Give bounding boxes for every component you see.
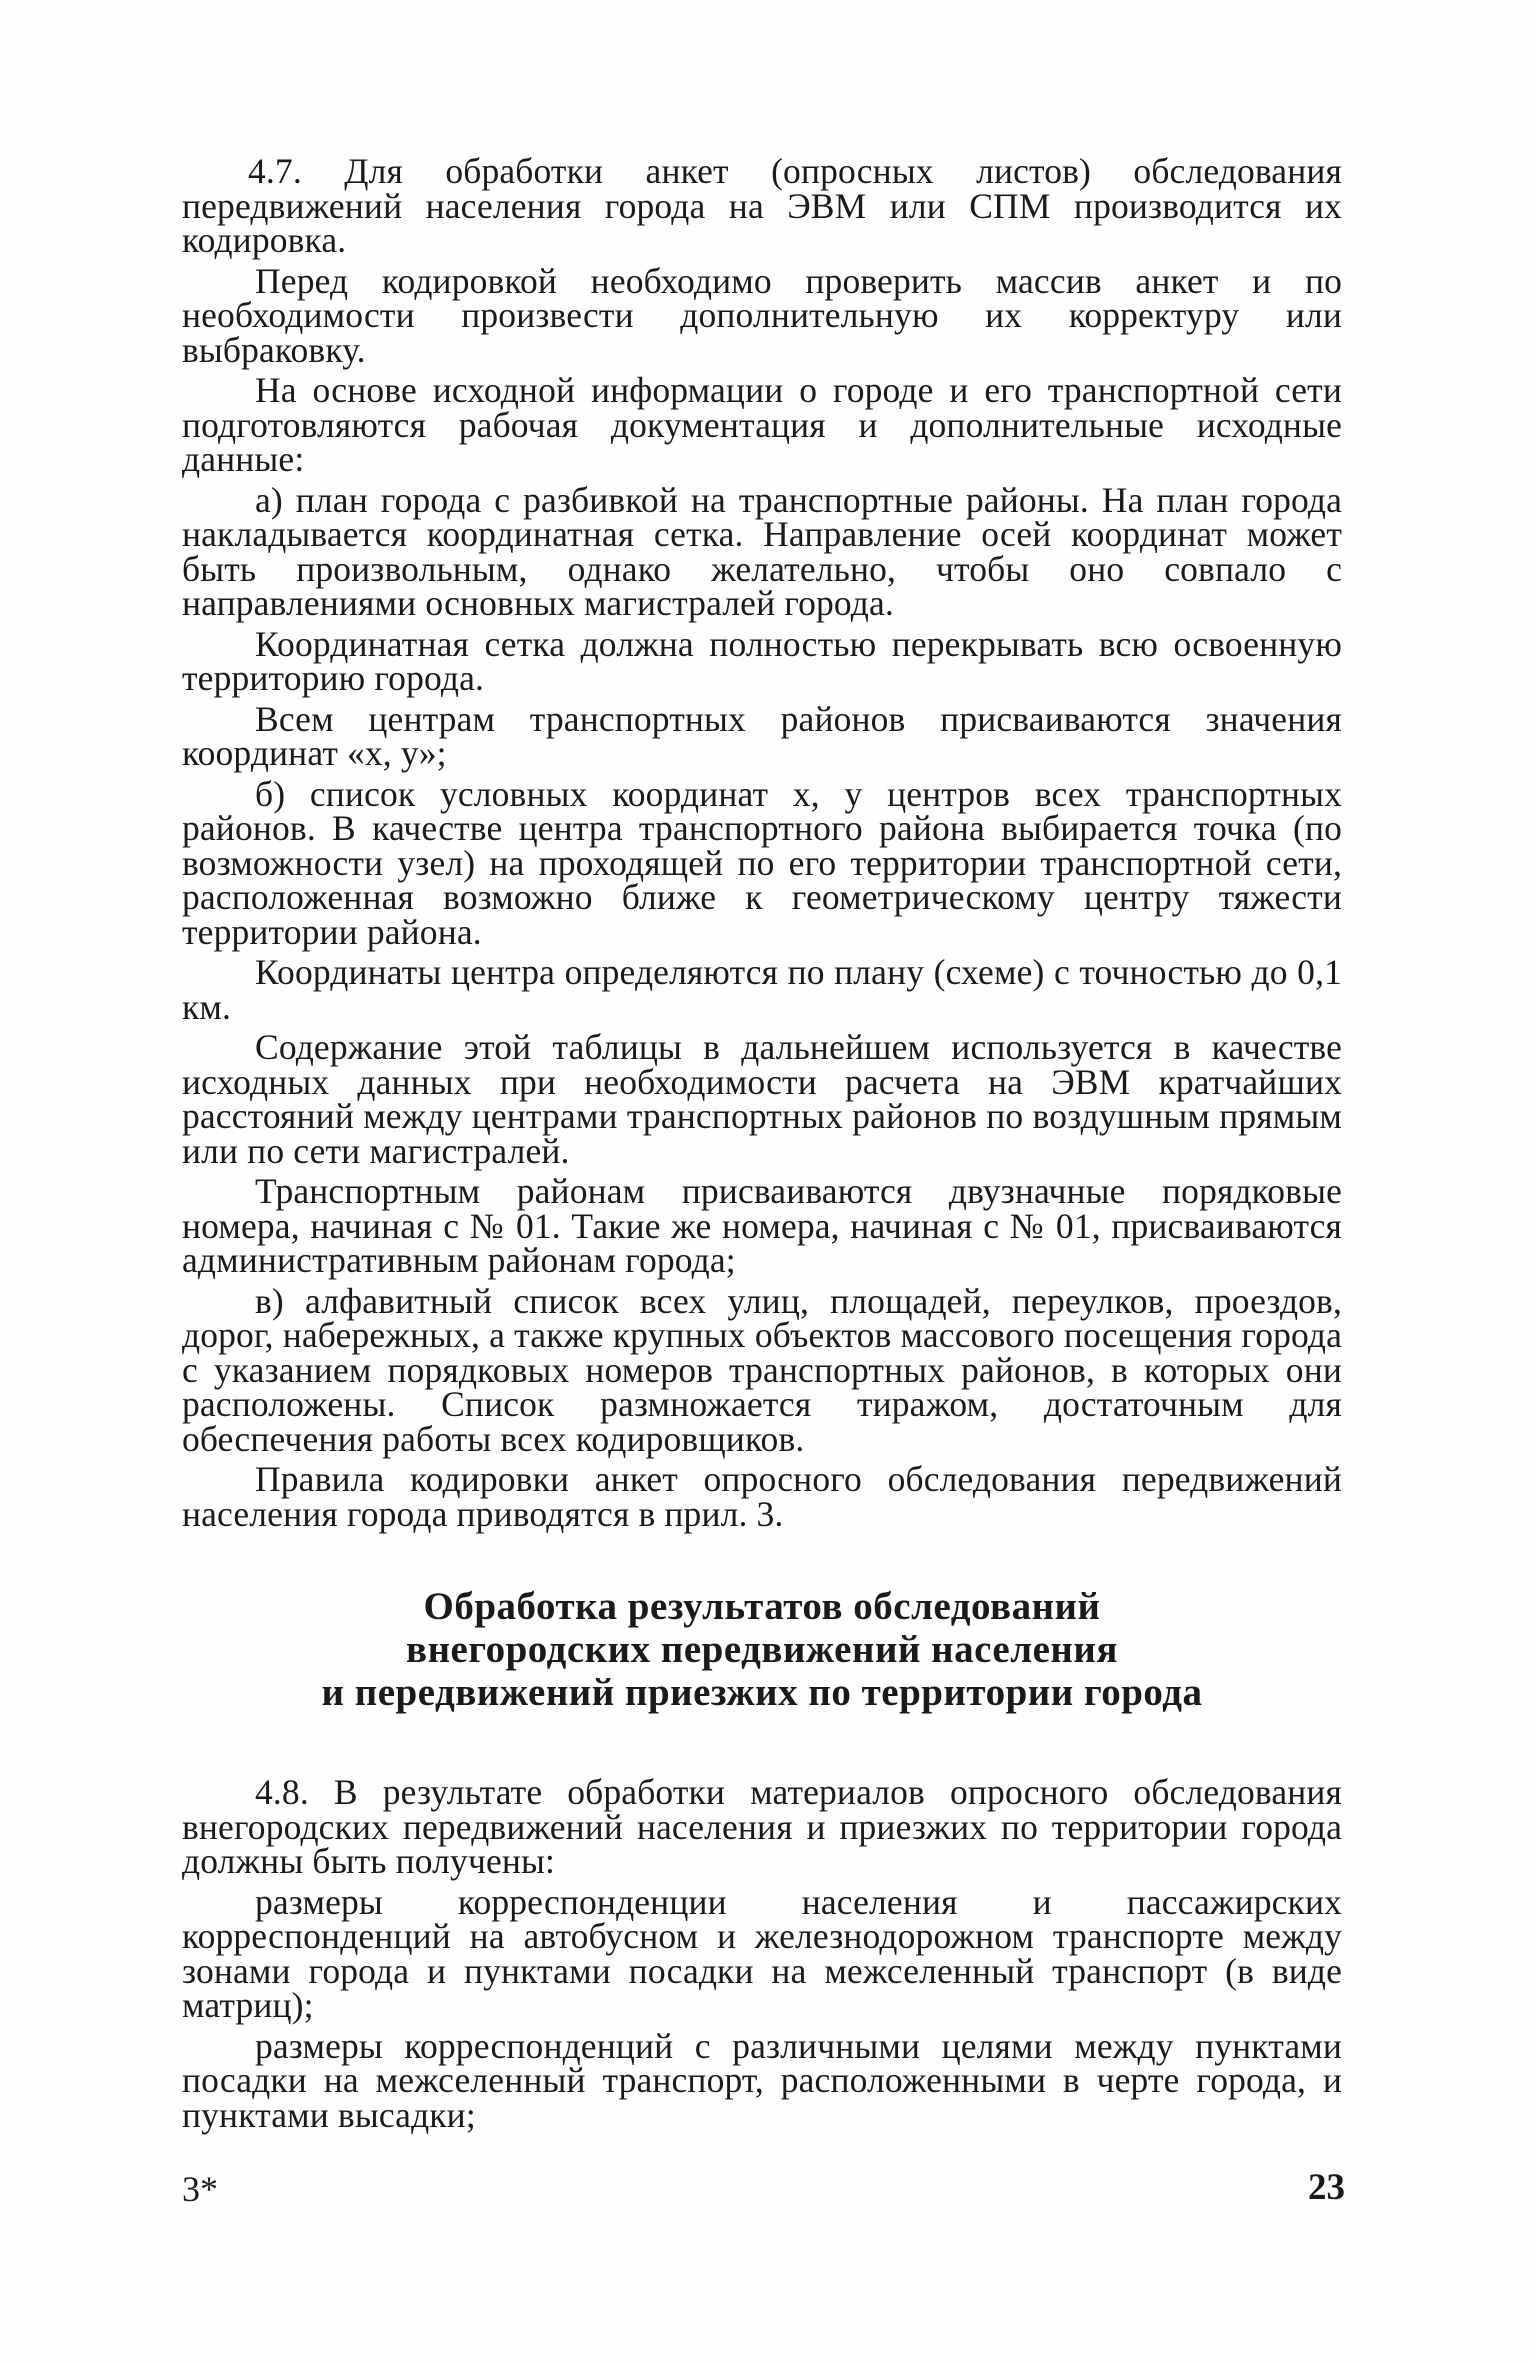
paragraph-4-7-intro: 4.7. Для обработки анкет (опросных листов) обследования передвижений населения города на ЭВМ или СПМ производится их кодировка. bbox=[182, 151, 1342, 260]
paragraph-coordinate-grid: Координатная сетка должна полностью перекрывать всю освоенную территорию города. bbox=[182, 623, 1342, 698]
section-4-7 bbox=[182, 151, 1342, 1534]
paragraph-correspondence-purposes: размеры корреспонденций с различными целями между пунктами посадки на межселенный транспорт, расположенными в черте города, и пунктами высадки; bbox=[182, 2025, 1342, 2135]
paragraph-item-a-city-plan: а) план города с разбивкой на транспортные районы. На план города накладывается координатная сетка. Направление осей координат может быть произвольным, однако желательно, чтобы оно совпало с направлениями основных магистралей города. bbox=[182, 479, 1342, 623]
paragraph-item-c-street-list: в) алфавитный список всех улиц, площадей, переулков, проездов, дорог, набережных, а также крупных объектов массового посещения города с указанием порядковых номеров транспортных районов, в которых они расположены. Список размножается тиражом, достаточным для обеспечения работы всех кодировщиков. bbox=[182, 1280, 1342, 1459]
heading-line-3: и передвижений приезжих по территории города bbox=[321, 1671, 1203, 1714]
paragraph-item-b-coordinate-list: б) список условных координат x, y центров всех транспортных районов. В качестве центра транспортного района выбирается точка (по возможности узел) на проходящей по его территории транспортной сети, расположенная возможно ближе к геометрическому центру тяжести территории района. bbox=[182, 773, 1342, 952]
section-4-8 bbox=[182, 1772, 1342, 2138]
paragraph-source-info: На основе исходной информации о городе и его транспортной сети подготовляются рабочая документация и дополнительные исходные данные: bbox=[182, 370, 1342, 479]
paragraph-correspondence-sizes: размеры корреспонденции населения и пассажирских корреспонденций на автобусном и железнодорожном транспорте между зонами города и пунктами посадки на межселенный транспорт (в виде матриц); bbox=[182, 1881, 1342, 2025]
paragraph-4-8-intro: 4.8. В результате обработки материалов опросного обследования внегородских передвижений населения и приезжих по территории города должны быть получены: bbox=[182, 1772, 1342, 1881]
paragraph-center-accuracy: Координаты центра определяются по плану (схеме) с точностью до 0,1 км. bbox=[182, 952, 1342, 1027]
paragraph-table-usage: Содержание этой таблицы в дальнейшем используется в качестве исходных данных при необходимости расчета на ЭВМ кратчайших расстояний между центрами транспортных районов по воздушным прямым или по сети магистралей. bbox=[182, 1027, 1342, 1171]
signature-mark: 3* bbox=[182, 2169, 218, 2209]
paragraph-district-numbers: Транспортным районам присваиваются двузначные порядковые номера, начиная с № 01. Такие же номера, начиная с № 01, присваиваются административным районам города; bbox=[182, 1171, 1342, 1280]
heading-line-1: Обработка результатов обследований bbox=[423, 1585, 1101, 1628]
paragraph-coding-rules: Правила кодировки анкет опросного обследования передвижений населения города приводятся в прил. 3. bbox=[182, 1459, 1342, 1534]
heading-line-2: внегородских передвижений населения bbox=[406, 1628, 1118, 1671]
paragraph-center-coordinates: Всем центрам транспортных районов присваиваются значения координат «x, y»; bbox=[182, 698, 1342, 773]
paragraph-check-forms: Перед кодировкой необходимо проверить массив анкет и по необходимости произвести дополнительную их корректуру или выбраковку. bbox=[182, 260, 1342, 370]
page-number: 23 bbox=[1308, 2167, 1345, 2208]
section-heading bbox=[182, 1585, 1342, 1714]
